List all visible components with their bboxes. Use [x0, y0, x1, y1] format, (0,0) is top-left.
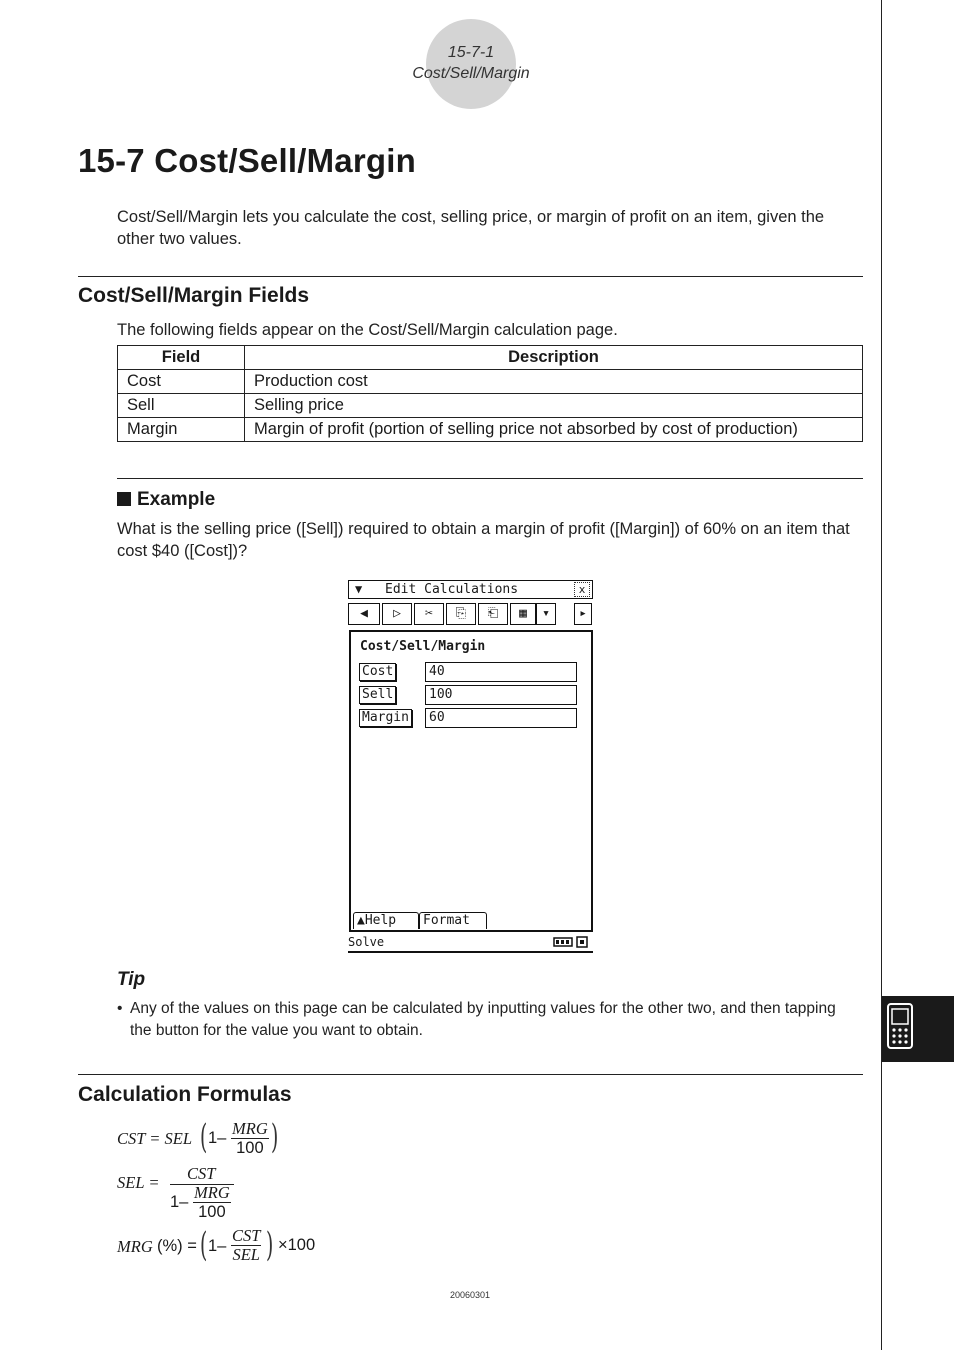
menu-chevron-icon[interactable]: ▼: [355, 582, 363, 596]
play-icon[interactable]: ▷: [382, 603, 412, 625]
sell-button[interactable]: Sell: [359, 686, 396, 704]
dropdown-icon[interactable]: ▾: [536, 603, 556, 625]
formula-3-lhs-rest: (%) =: [157, 1237, 197, 1255]
forward-arrow-icon[interactable]: ▸: [574, 603, 592, 625]
formula-3-fraction: [231, 1227, 261, 1264]
calculator-screen: [348, 580, 593, 953]
intro-text: Cost/Sell/Margin lets you calculate the cost, selling price, or margin of profit on an item, given the other two values.: [117, 208, 825, 248]
description-cell: Margin of profit (portion of selling price not absorbed by cost of production): [245, 418, 863, 442]
example-text: What is the selling price ([Sell]) required to obtain a margin of profit ([Margin]) of 60% on an item that cost $40 ([Cost])?: [117, 520, 850, 560]
calculator-icon: [886, 1002, 916, 1052]
close-icon[interactable]: x: [574, 582, 590, 597]
calc-panel: [349, 630, 593, 932]
page-title: 15-7 Cost/Sell/Margin: [78, 142, 416, 179]
formula-2-inner-fraction: [193, 1184, 231, 1221]
header-page-number: 15-7-1: [447, 44, 495, 61]
bullet: •: [117, 1000, 123, 1017]
fields-text: The following fields appear on the Cost/Sell/Margin calculation page.: [117, 321, 618, 339]
grid-icon[interactable]: ▦: [510, 603, 536, 625]
menu-bar: [348, 580, 593, 599]
status-text: Solve: [348, 935, 385, 949]
cut-icon[interactable]: ✂: [414, 603, 444, 625]
description-cell: Production cost: [245, 370, 863, 394]
toolbar: [348, 603, 593, 625]
paren-open: (: [200, 1225, 208, 1265]
copy-icon[interactable]: ⎘: [446, 603, 476, 625]
formula-1-lhs: CST = SEL: [117, 1129, 193, 1148]
table-header-row: [118, 346, 863, 370]
fields-table: [117, 345, 863, 442]
formula-1-one: 1–: [208, 1129, 227, 1147]
formula-2-inner-num: MRG: [194, 1183, 230, 1202]
column-header: Field: [118, 346, 245, 370]
tip-heading: Tip: [117, 969, 146, 990]
formula-2-inner-den: 100: [198, 1203, 226, 1221]
formula-1-den: 100: [236, 1139, 264, 1157]
header-section: Cost/Sell/Margin: [412, 65, 530, 82]
formula-3-num: CST: [232, 1226, 261, 1245]
tab-format[interactable]: Format: [419, 912, 487, 929]
formulas-heading: Calculation Formulas: [78, 1083, 292, 1106]
formula-3-times: ×100: [278, 1236, 316, 1254]
tip-item: [117, 998, 860, 1042]
back-arrow-icon[interactable]: ◀: [348, 603, 380, 625]
status-bar: [348, 935, 593, 953]
formula-2-num: CST: [187, 1164, 216, 1183]
margin-field[interactable]: 60: [425, 708, 577, 728]
tab-help[interactable]: ▲Help: [353, 912, 419, 929]
cost-field[interactable]: 40: [425, 662, 577, 682]
battery-icon: [553, 936, 589, 948]
formula-1-num: MRG: [232, 1119, 268, 1138]
formulas-divider: [78, 1074, 863, 1075]
table-row: [118, 370, 863, 394]
footer-code: 20060301: [449, 1290, 491, 1300]
example-heading: [117, 489, 215, 511]
field-cell: Sell: [118, 394, 245, 418]
formula-3-den: SEL: [232, 1245, 260, 1264]
table-row: [118, 418, 863, 442]
formula-3-one: 1–: [208, 1237, 227, 1255]
description-cell: Selling price: [245, 394, 863, 418]
paren-open: (: [200, 1117, 208, 1157]
paren-close: ): [271, 1117, 279, 1157]
sell-field[interactable]: 100: [425, 685, 577, 705]
formula-3-lhs-var: MRG: [117, 1237, 153, 1256]
formula-1-fraction: [231, 1120, 269, 1157]
fields-heading: Cost/Sell/Margin Fields: [78, 284, 310, 307]
cost-button[interactable]: Cost: [359, 663, 396, 681]
formula-2-one: 1–: [170, 1193, 189, 1211]
header-circle: [426, 19, 516, 109]
square-bullet-icon: [117, 492, 131, 506]
paren-close: ): [266, 1225, 274, 1265]
example-divider: [117, 478, 863, 479]
tip-text: Any of the values on this page can be calculated by inputting values for the other two, and then tapping the button for the value you want to obtain.: [130, 1000, 836, 1039]
table-row: [118, 394, 863, 418]
panel-title: Cost/Sell/Margin: [360, 639, 486, 654]
margin-button[interactable]: Margin: [359, 709, 412, 727]
paste-icon[interactable]: ⎗: [478, 603, 508, 625]
section-divider: [78, 276, 863, 277]
example-heading-label: Example: [137, 489, 216, 510]
chapter-tab: [882, 996, 954, 1062]
field-cell: Margin: [118, 418, 245, 442]
page-edge-line: [881, 0, 882, 1350]
menu-title[interactable]: Edit Calculations: [385, 582, 519, 597]
column-header: Description: [245, 346, 863, 370]
formula-2-lhs: SEL =: [117, 1173, 160, 1192]
field-cell: Cost: [118, 370, 245, 394]
